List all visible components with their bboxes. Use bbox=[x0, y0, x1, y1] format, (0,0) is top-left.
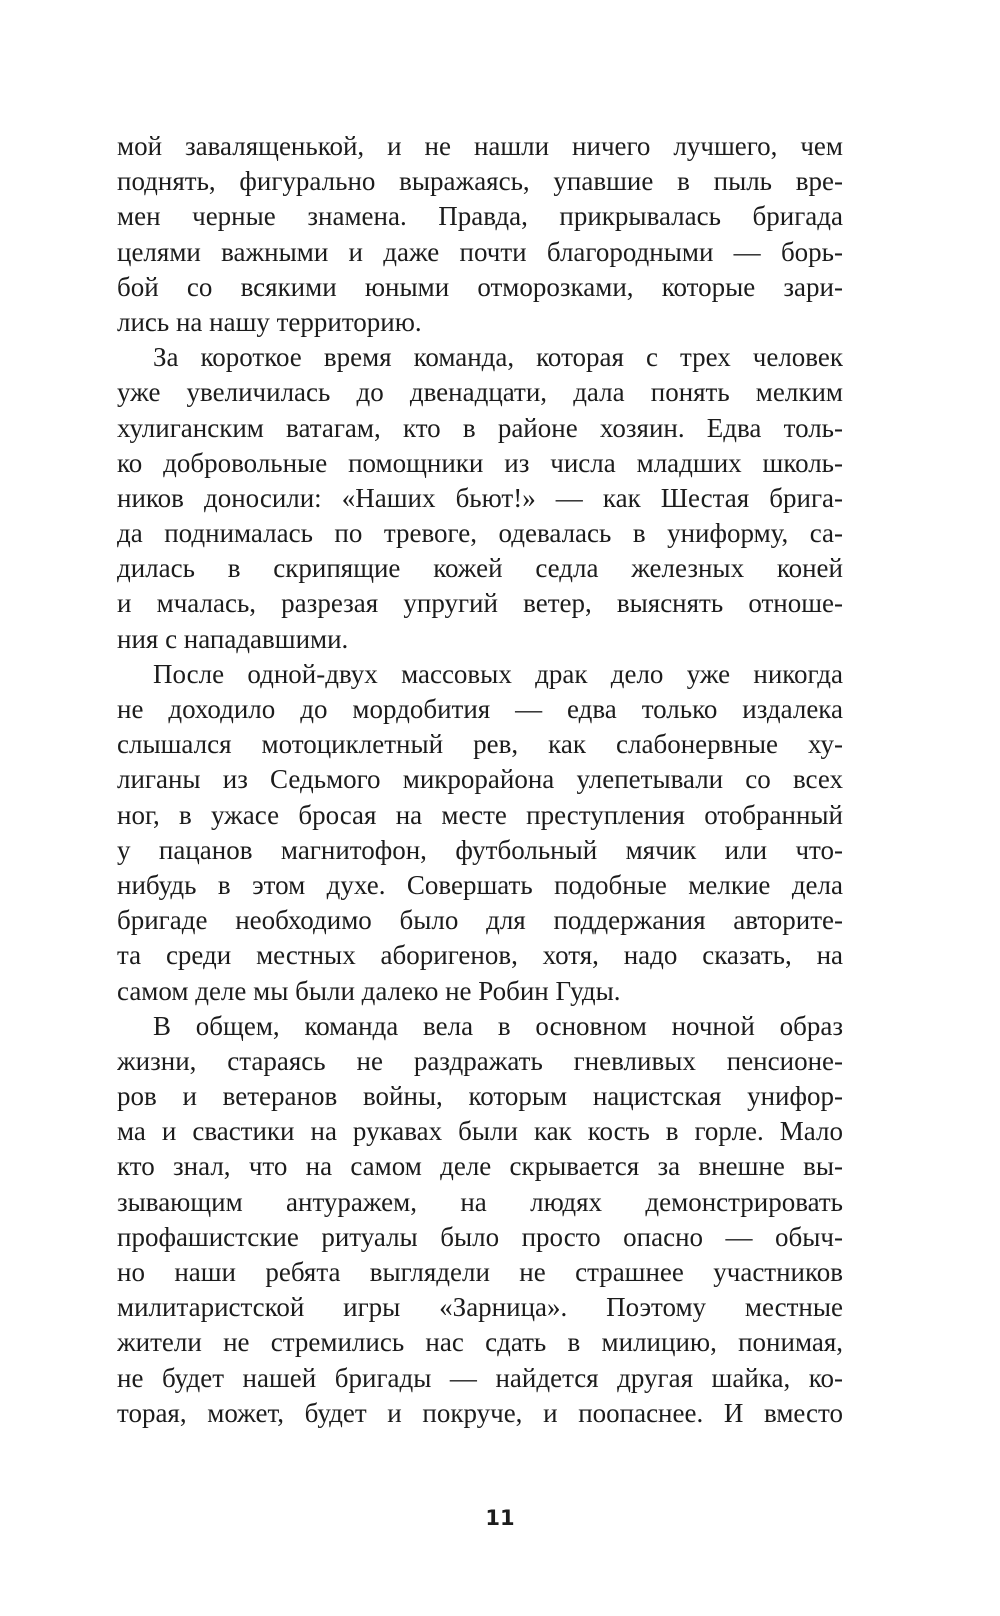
text-line: бой со всякими юными отморозками, которые зари- bbox=[117, 271, 843, 302]
text-line: не доходило до мордобития — едва только издалека bbox=[117, 694, 843, 724]
text-line: бригаде необходимо было для поддержания авторите- bbox=[117, 905, 843, 936]
text-line: самом деле мы были далеко не Робин Гуды. bbox=[117, 975, 621, 1006]
text-line: За короткое время команда, которая с трех человек bbox=[153, 342, 843, 373]
text-line: ников доносили: «Наших бьют!» — как Шестая брига- bbox=[117, 482, 843, 513]
text-line: дилась в скрипящие кожей седла железных коней bbox=[117, 553, 843, 584]
text-line: лись на нашу территорию. bbox=[117, 306, 422, 337]
text-line: ма и свастики на рукавах были как кость в горле. Мало bbox=[117, 1116, 843, 1147]
text-line: В общем, команда вела в основном ночной образ bbox=[153, 1010, 843, 1041]
text-line: кто знал, что на самом деле скрывается за внешне вы- bbox=[117, 1151, 843, 1182]
text-line: профашистские ритуалы было просто опасно — обыч- bbox=[117, 1221, 843, 1252]
paragraph bbox=[117, 657, 843, 1009]
text-line: мой завалященькой, и не нашли ничего лучшего, чем bbox=[117, 131, 843, 161]
text-line: После одной-двух массовых драк дело уже никогда bbox=[153, 658, 843, 689]
text-line: мен черные знамена. Правда, прикрывалась бригада bbox=[117, 201, 843, 232]
text-line: и мчалась, разрезая упругий ветер, выяснять отноше- bbox=[117, 588, 843, 619]
text-line: целями важными и даже почти благородными — борь- bbox=[117, 236, 843, 267]
text-line: ног, в ужасе бросая на месте преступления отобранный bbox=[117, 799, 843, 830]
text-line: ко добровольные помощники из числа младших школь- bbox=[117, 447, 843, 478]
paragraph bbox=[117, 340, 843, 657]
text-line: нибудь в этом духе. Совершать подобные мелкие дела bbox=[117, 869, 843, 900]
text-line: но наши ребята выглядели не страшнее участников bbox=[117, 1257, 843, 1287]
text-line: слышался мотоциклетный рев, как слабонервные ху- bbox=[117, 729, 843, 760]
text-line: милитаристской игры «Зарница». Поэтому местные bbox=[117, 1292, 843, 1323]
text-line: зывающим антуражем, на людях демонстрировать bbox=[117, 1186, 843, 1217]
text-line: уже увеличилась до двенадцати, дала понять мелким bbox=[117, 377, 843, 408]
text-line: ров и ветеранов войны, которым нацистская унифор- bbox=[117, 1081, 843, 1112]
text-line: ния с нападавшими. bbox=[117, 623, 349, 654]
text-line: та среди местных аборигенов, хотя, надо сказать, на bbox=[117, 940, 843, 971]
page-number: 11 bbox=[485, 1506, 515, 1530]
text-line: поднять, фигурально выражаясь, упавшие в пыль вре- bbox=[117, 166, 843, 197]
text-line: жизни, стараясь не раздражать гневливых пенсионе- bbox=[117, 1045, 843, 1076]
text-line: хулиганским ватагам, кто в районе хозяин. Едва толь- bbox=[117, 412, 843, 443]
paragraph bbox=[117, 1009, 843, 1431]
text-line: лиганы из Седьмого микрорайона улепетывали со всех bbox=[117, 764, 843, 795]
text-line: торая, может, будет и покруче, и поопаснее. И вместо bbox=[117, 1397, 843, 1428]
paragraph bbox=[117, 129, 843, 340]
body-text bbox=[117, 129, 843, 1431]
text-line: да поднималась по тревоге, одевалась в униформу, са- bbox=[117, 518, 843, 549]
text-line: у пацанов магнитофон, футбольный мячик или что- bbox=[117, 834, 843, 865]
text-line: не будет нашей бригады — найдется другая шайка, ко- bbox=[117, 1362, 843, 1393]
text-line: жители не стремились нас сдать в милицию, понимая, bbox=[117, 1327, 843, 1358]
